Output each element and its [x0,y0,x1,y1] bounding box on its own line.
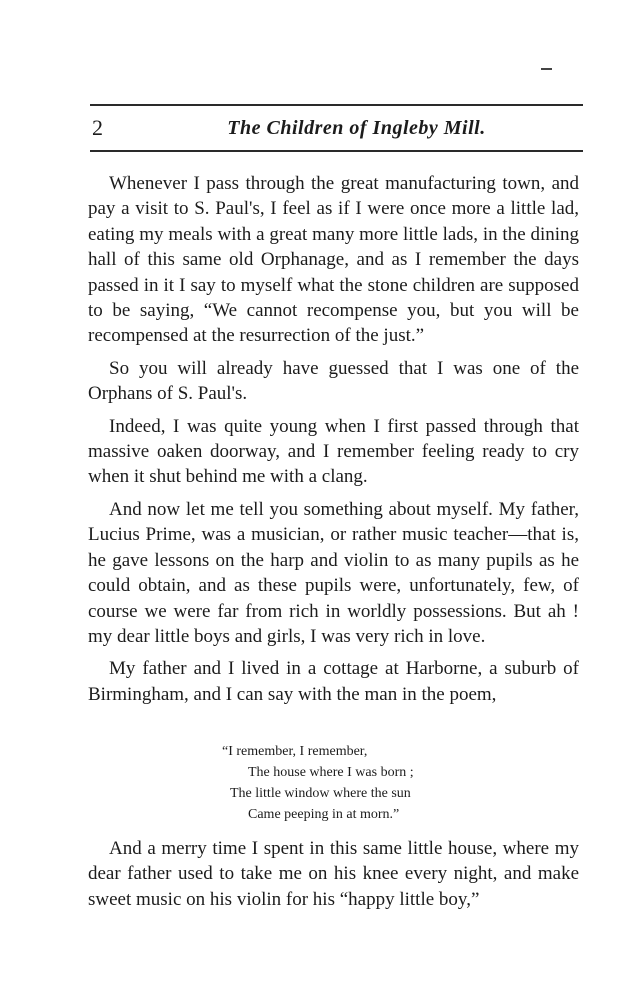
paragraph: So you will already have guessed that I was one of the Orphans of S. Paul's. [88,357,579,405]
running-title: The Children of Ingleby Mill. [227,117,486,139]
poem-line: Came peeping in at morn.” [248,807,400,822]
paragraph: Whenever I pass through the great manufacturing town, and pay a visit to S. Paul's, I feel as if I were once more a little lad, eating my meals with a great many more little lads, in the dining hall of this same old Orphanage, and as I remember the days passed in it I say to myself what the stone children are supposed to be saying, “We cannot recompense you, but you will be recompensed at the resurrection of the just.” [88,173,579,347]
paragraph: Indeed, I was quite young when I first passed through that massive oaken doorway, and I remember feeling ready to cry when it shut behind me with a clang. [88,415,579,488]
header-rule-bottom [90,150,583,152]
paragraph: My father and I lived in a cottage at Harborne, a suburb of Birmingham, and I can say with the man in the poem, [88,658,579,705]
poem-line: The house where I was born ; [248,765,414,780]
header-rule-top [90,104,583,106]
body-text [88,171,579,714]
poem-line: “I remember, I remember, [222,744,368,759]
page-mark [541,68,552,70]
running-header [90,113,583,143]
paragraph: And a merry time I spent in this same little house, where my dear father used to take me on his knee every night, and make sweet music on his violin for his “happy little boy,” [88,838,579,910]
poem-quote [222,741,414,825]
poem-line: The little window where the sun [230,786,411,801]
page-number: 2 [92,115,103,140]
closing-text [88,836,579,912]
paragraph: And now let me tell you something about myself. My father, Lucius Prime, was a musician, or rather music teacher—that is, he gave lessons on the harp and violin to as many pupils as he could obtain, and as these pupils were, unfortunately, few, of course we were far from rich in worldly possessions. But ah ! my dear little boys and girls, I was very rich in love. [88,498,579,647]
